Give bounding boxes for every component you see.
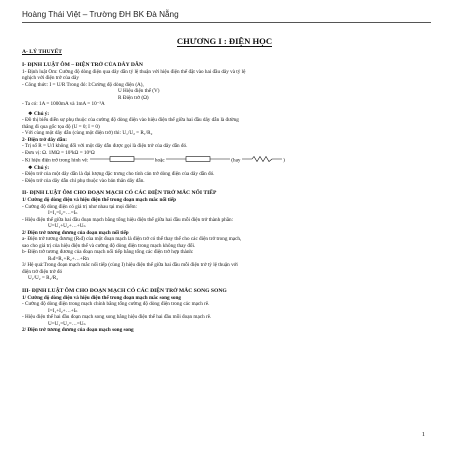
- text-line: U=U₁+U₂+…+Uₙ: [48, 223, 86, 230]
- section-heading: II- ĐỊNH LUẬT ÔM CHO ĐOẠN MẠCH CÓ CÁC ĐIỆN TRỞ MẮC NỐI TIẾP: [22, 190, 217, 197]
- text-line: - Công thức: I = U/R Trong đó: I:Cường độ dòng điện (A),: [22, 81, 144, 88]
- page-header: Hoàng Thái Việt – Trường ĐH BK Đà Nẵng: [22, 10, 431, 23]
- section-heading: I- ĐỊNH LUẬT ÔM – ĐIỆN TRỞ CỦA DÂY DẪN: [22, 61, 143, 68]
- text-line: 2/ Điện trở tương đương của đoạn mạch song song: [22, 327, 134, 334]
- text-line: - Đồ thị biểu diễn sự phụ thuộc của cường độ dòng điện vào hiệu điện thế giữa hai đầu dây dẫn là đường: [22, 117, 239, 124]
- text-line: U₁/U₂ = R₁/R₂: [28, 275, 59, 282]
- text-line: nghịch với điện trở của dây: [22, 75, 79, 82]
- text-line: 1- Định luật Ôm: Cường độ dòng điện qua dây dẫn tỷ lệ thuận với hiệu điện thế đặt vào hai đầu dây và tỷ lệ: [22, 68, 246, 75]
- text-line: - Hiệu điện thế hai đầu đoạn mạch song song bằng hiệu điện thế hai đầu mỗi đoạn mạch rẽ.: [22, 314, 212, 321]
- text-line: I=I₁+I₂+…+Iₙ: [48, 307, 78, 314]
- text-line: sao cho giá trị của hiệu điện thế và cường độ dòng điện trong mạch không thay đổi.: [22, 242, 196, 249]
- text-line: I=I₁=I₂=…=Iₙ: [48, 210, 78, 217]
- text-line: - Hiệu điện thế giữa hai đầu đoạn mạch bằng tổng hiệu điện thế giữa hai đầu mỗi điện trở thành phần:: [22, 216, 234, 223]
- text-line: R Điện trở (Ω): [118, 94, 149, 101]
- text-line: - Với cùng một dây dẫn (cùng một điện trở) thì: U₁/U₂ = R₁/R₂: [22, 130, 153, 137]
- text-line: b- Điện trở tương đương của đoạn mạch nối tiếp bằng tổng các điện trở hợp thành:: [22, 249, 194, 256]
- text-line: - Điện trở của dây dẫn chỉ phụ thuộc vào bản thân dây dẫn.: [22, 177, 145, 184]
- text-line: - Cường độ dòng điện trong mạch chính bằng tổng cường độ dòng điện trong các mạch rẽ.: [22, 301, 210, 308]
- text-line: ❖ Chú ý:: [28, 110, 50, 117]
- text-line: a- Điện trở tương đương (Rₜđ) của một đoạn mạch là điện trở có thể thay thế cho các điện trở trong mạch,: [22, 236, 242, 243]
- text-line: 2/ Điện trở tương đương của đoạn mạch nối tiếp: [22, 229, 129, 236]
- text-line: U Hiệu điện thế (V): [118, 88, 160, 95]
- part-a-heading: A- LÝ THUYẾT: [22, 48, 62, 55]
- chapter-title: CHƯƠNG I : ĐIỆN HỌC: [176, 36, 273, 47]
- text-line: thẳng đi qua gốc tọa độ (U = 0; I = 0): [22, 123, 100, 130]
- document-body: [22, 62, 427, 334]
- text-line: điện trở điện trở đó: [22, 268, 63, 275]
- text-line: 2- Điện trở dây dẫn:: [22, 136, 67, 143]
- text-line: - Kí hiệu điện trở trong hình vẽ: hoặc (hay ): [22, 157, 285, 164]
- resistor-box-icon: [90, 156, 154, 165]
- resistor-box-icon: [166, 156, 230, 165]
- section-heading: III- ĐỊNH LUẬT ÔM CHO ĐOẠN MẠCH CÓ CÁC ĐIỆN TRỞ MẮC SONG SONG: [22, 287, 227, 294]
- text-line: - Trị số R = U/I không đổi với một dây dẫn được gọi là điện trở của dây dẫn đó.: [22, 143, 188, 150]
- text-line: 1/ Cường độ dòng điện và hiệu điện thế trong đoạn mạch mắc nối tiếp: [22, 197, 177, 204]
- resistor-zigzag-icon: [242, 156, 282, 165]
- text-line: 3/ Hệ quả:Trong đoạn mạch mắc nối tiếp (cùng I) hiệu điện thế giữa hai đầu mỗi điện trở tỷ lệ thuận với: [22, 262, 238, 269]
- text-line: - Đơn vị: Ω. 1MΩ = 10³kΩ = 10⁶Ω: [22, 149, 95, 156]
- text-line: ❖ Chú ý:: [28, 164, 50, 171]
- text-line: - Điện trở của một dây dẫn là đại lượng đặc trưng cho tính cản trở dòng điện của dây dẫn đó.: [22, 171, 215, 178]
- page-number: 1: [421, 431, 425, 439]
- text-line: Rₜđ=R₁+R₂+…+Rn: [48, 255, 89, 262]
- text-line: - Cường độ dòng điện có giá trị như nhau tại mọi điểm:: [22, 203, 137, 210]
- text-line: U=U₁=U₂=…=Uₙ: [48, 320, 86, 327]
- text-line: - Ta có: 1A = 1000mA và 1mA = 10⁻³A: [22, 101, 105, 108]
- text-line: 1/ Cường độ dòng điện và hiệu điện thế trong đoạn mạch mắc song song: [22, 294, 181, 301]
